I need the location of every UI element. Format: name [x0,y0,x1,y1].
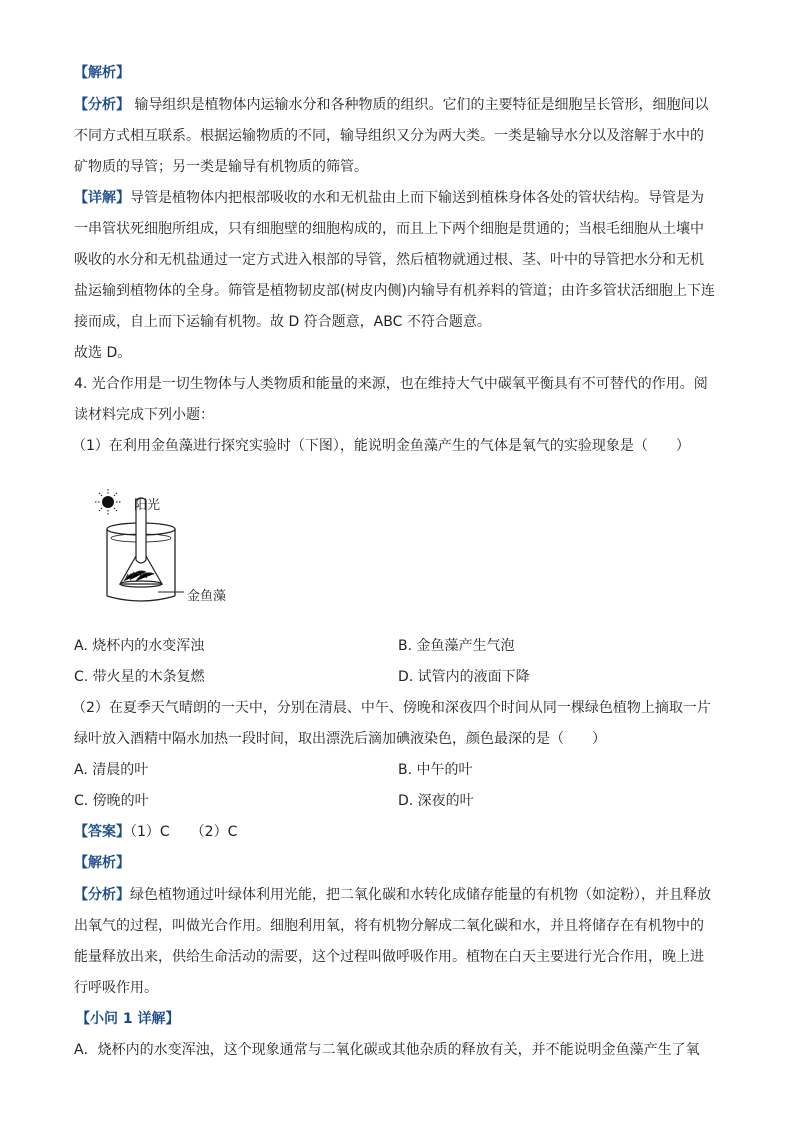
xiangjie-line-5: 接而成，自上而下运输有机物。故 D 符合题意，ABC 不符合题意。 [74,314,491,330]
q4-stem-1: 4. 光合作用是一切生物体与人类物质和能量的来源，也在维持大气中碳氧平衡具有不可替代的作用。阅 [74,376,708,392]
sub1-option-a: A. 烧杯内的水变浑浊 [74,638,205,654]
fenxi-line-2: 不同方式相互联系。根据运输物质的不同，输导组织又分为两大类。一类是输导水分以及溶解于水中的 [74,128,704,144]
sub1-option-c: C. 带火星的木条复燃 [74,669,205,685]
q4-fenxi-line-4: 行呼吸作用。 [74,980,158,996]
q4-jiexi-heading: 【解析】 [74,855,130,871]
xiangjie-text-1: 导管是植物体内把根部吸收的水和无机盐由上而下输送到植株身体各处的管状结构。导管是为 [130,190,704,206]
q4-fenxi-line-1 [74,886,711,904]
sun-icon [95,489,121,515]
fenxi-line-3: 矿物质的导管；另一类是输导有机物质的筛管。 [74,159,368,175]
sub2-option-c: C. 傍晚的叶 [74,793,149,809]
q4-fenxi-tag: 【分析】 [74,887,130,903]
q4-fenxi-line-3: 能量释放出来，供给生命活动的需要，这个过程叫做呼吸作用。植物在白天主要进行光合作用，晚上进 [74,949,704,965]
xiangjie-line-1 [74,189,704,207]
sub2-option-d: D. 深夜的叶 [398,793,474,809]
q4-last-line: A．烧杯内的水变浑浊，这个现象通常与二氧化碳或其他杂质的释放有关，并不能说明金鱼藻产生了氧 [74,1042,700,1058]
answer-line [74,823,237,841]
experiment-figure [90,486,250,621]
plant-label: 金鱼藻 [187,589,227,604]
sub1-option-b: B. 金鱼藻产生气泡 [398,638,515,654]
answer-tag: 【答案】 [74,824,130,840]
sub2-option-b: B. 中午的叶 [398,762,473,778]
answer-text: （1）C （2）C [130,824,238,840]
q4-sub2-line-2: 绿叶放入酒精中隔水加热一段时间，取出漂洗后滴加碘液染色，颜色最深的是（ ） [74,731,606,747]
xiangjie-line-4: 盐运输到植物体的全身。筛管是植物韧皮部(树皮内侧)内输导有机养料的管道；由许多管状活细胞上下连 [74,283,715,299]
q4-sub2-line-1: （2）在夏季天气晴朗的一天中，分别在清晨、中午、傍晚和深夜四个时间从同一棵绿色植物上摘取一片 [72,700,711,716]
xiaowen-1-heading: 【小问 1 详解】 [76,1011,180,1027]
q4-stem-2: 读材料完成下列小题： [74,407,214,423]
fenxi-text-1: 输导组织是植物体内运输水分和各种物质的组织。它们的主要特征是细胞呈长管形，细胞间以 [134,97,709,113]
sub2-option-a: A. 清晨的叶 [74,762,149,778]
jiexi-heading: 【解析】 [74,65,130,81]
fenxi-tag: 【分析】 [74,97,130,113]
xiangjie-line-2: 一串管状死细胞所组成，只有细胞壁的细胞构成的，而且上下两个细胞是贯通的；当根毛细胞从土壤中 [74,221,704,237]
sub1-option-d: D. 试管内的液面下降 [398,669,530,685]
sun-label: 阳光 [134,498,161,513]
fenxi-line-1 [74,96,708,114]
xiangjie-tag: 【详解】 [74,190,130,206]
xiangjie-line-3: 吸收的水分和无机盐通过一定方式进入根部的导管，然后植物就通过根、茎、叶中的导管把水分和无机 [74,252,704,268]
q4-fenxi-text-1: 绿色植物通过叶绿体利用光能，把二氧化碳和水转化成储存能量的有机物（如淀粉），并且释放 [130,887,711,903]
conclusion: 故选 D。 [74,345,132,361]
q4-fenxi-line-2: 出氧气的过程，叫做光合作用。细胞利用氧，将有机物分解成二氧化碳和水，并且将储存在有机物中的 [74,918,704,934]
q4-sub1: （1）在利用金鱼藻进行探究实验时（下图），能说明金鱼藻产生的气体是氧气的实验现象是（ ） [72,438,690,454]
plant-icon [124,571,154,581]
